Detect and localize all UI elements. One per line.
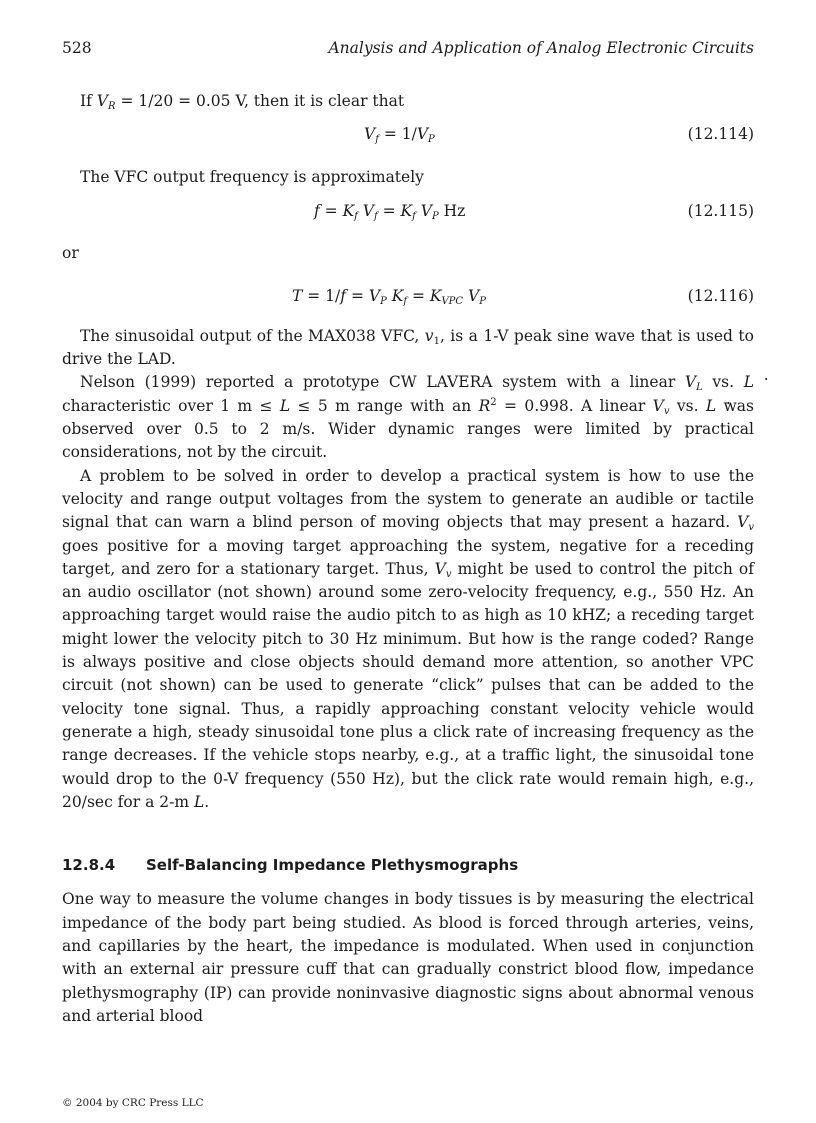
copyright-footer: © 2004 by CRC Press LLC <box>62 1097 204 1109</box>
page-number: 528 <box>62 39 92 57</box>
equation-number: (12.114) <box>687 125 754 144</box>
paragraph-max038: The sinusoidal output of the MAX038 VFC, $v_1$, is a 1-V peak sine wave that is used to drive the LAD. <box>62 326 754 369</box>
equation-12-114 <box>62 123 754 146</box>
equation-number: (12.115) <box>687 201 754 220</box>
or-word: or <box>62 243 79 262</box>
equation-expression: $f = K_f$ $V_f = K_f$ $V_P$ Hz <box>314 201 466 222</box>
section-title: Self-Balancing Impedance Plethysmographs <box>146 856 519 875</box>
equation-number: (12.116) <box>687 286 754 305</box>
equation-12-116 <box>62 285 754 308</box>
paragraph-plethysmography: One way to measure the volume changes in body tissues is by measuring the electrical impedance of the body part being studied. As blood is forced through arteries, veins, and capillaries by the heart, the impedance is modulated. When used in conjunction with an external air pressure cuff that can gradually constrict blood flow, impedance plethysmography (IP) can provide noninvasive diagnostic signs about abnormal venous and arterial blood <box>62 890 754 1025</box>
section-number: 12.8.4 <box>62 856 116 875</box>
equation-expression: $V_f = 1/V_P$ <box>364 125 435 146</box>
section-heading <box>62 854 754 877</box>
intro-line: If $V_R = 1/20 = 0.05$ V, then it is clear that <box>80 92 405 112</box>
paragraph-problem: A problem to be solved in order to develop a practical system is how to use the velocity and range output voltages from the system to generate an audible or tactile signal that can warn a blind person of moving objects that may present a hazard. $V_v$ goes positive for a moving target approaching the system, negative for a receding target, and zero for a stationary target. Thus, $V_v$ might be used to control the pitch of an audio oscillator (not shown) around some zero-velocity frequency, e.g., 550 Hz. An approaching target would raise the audio pitch to as high as 10 kHZ; a receding target might lower the velocity pitch to 30 Hz minimum. But how is the range coded? Range is always positive and close objects should demand more attention, so another VPC circuit (not shown) can be used to generate “click” pulses that can be added to the velocity tone signal. Thus, a rapidly approaching constant velocity vehicle would generate a high, steady sinusoidal tone plus a click rate of increasing frequency as the range decreases. If the vehicle stops nearby, e.g., at a traffic light, the sinusoidal tone would drop to the 0-V frequency (550 Hz), but the click rate would remain high, e.g., 20/sec for a 2-m L. <box>62 466 755 811</box>
paragraph-nelson: Nelson (1999) reported a prototype CW LAVERA system with a linear $V_L$ vs. . L characteristic over 1 m ≤ L ≤ 5 m range with an $R^2 = 0.998$. A linear $V_v$ vs. . L was observed over 0.5 to 2 m/s. Wider dynamic ranges were limited by practical considerations, not by the circuit. <box>62 371 754 464</box>
page-body <box>62 90 754 1028</box>
book-title: Analysis and Application of Analog Electronic Circuits <box>328 39 754 57</box>
equation-12-115 <box>62 200 754 223</box>
running-header <box>62 39 754 61</box>
vfc-line: The VFC output frequency is approximately <box>80 168 424 187</box>
equation-expression: $T = 1/f = V_P$ $K_f = K_{VPC}$ $V_P$ <box>292 286 486 307</box>
